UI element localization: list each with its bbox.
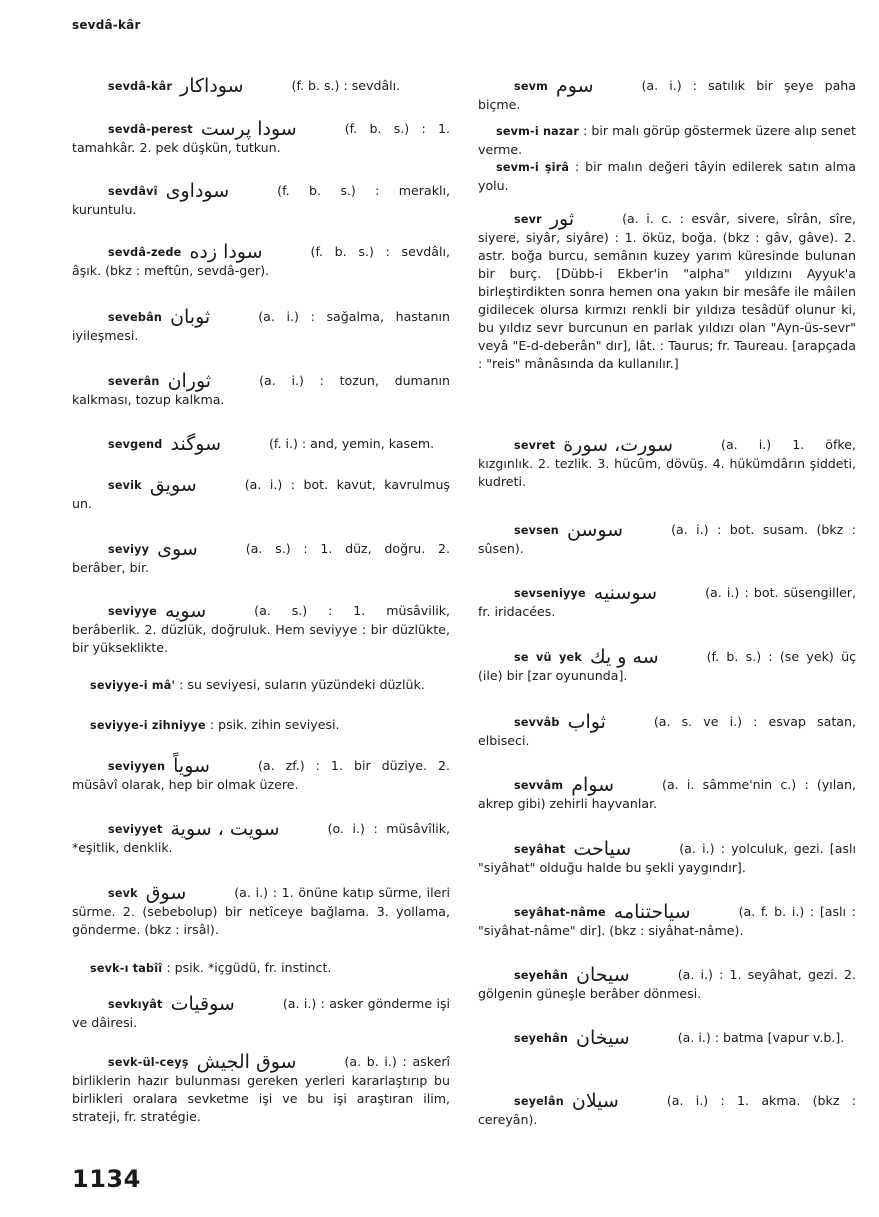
definition: (a. i. sâmme'nin c.) : (yılan, akrep gibi) zehirli hayvanlar. (478, 777, 856, 811)
headword: sevm (514, 80, 548, 93)
dictionary-entry (478, 903, 856, 940)
dictionary-entry (72, 120, 450, 157)
dictionary-entry (478, 1029, 856, 1048)
headword: sevvâb (514, 716, 560, 729)
arabic-script: سوسن (566, 519, 624, 541)
headword: sevk-ı tabîî (90, 962, 163, 975)
dictionary-subentry (72, 676, 450, 695)
dictionary-entry (72, 602, 450, 657)
arabic-script: سوسنيه (593, 582, 658, 604)
headword: sevr (514, 213, 542, 226)
arabic-script: ثوران (167, 370, 212, 392)
definition: : bir malı görüp göstermek üzere alıp senet verme. (478, 123, 856, 157)
arabic-script: سوق (145, 882, 187, 904)
definition: (a. i.) 1. öfke, kızgınlık. 2. tezlik. 3. hücûm, dövüş. 4. hükümdârın şiddeti, kudreti. (478, 437, 856, 489)
headword: sevdâ-perest (108, 123, 193, 136)
dictionary-entry (478, 77, 856, 114)
headword: severân (108, 375, 160, 388)
dictionary-entry (72, 1053, 450, 1126)
definition: : psik. zihin seviyesi. (209, 717, 340, 732)
dictionary-entry (478, 713, 856, 750)
definition: (a. i.) : satılık bir şeye paha biçme. (478, 78, 856, 112)
headword: seyehân (514, 969, 569, 982)
definition: (a. s.) : 1. düz, doğru. 2. berâber, bir. (72, 541, 450, 575)
definition: (a. s. ve i.) : esvap satan, elbiseci. (478, 714, 856, 748)
dictionary-entry (72, 820, 450, 857)
dictionary-subentry (72, 716, 450, 735)
definition: (f. b. s.) : 1. tamahkâr. 2. pek düşkün, tutkun. (72, 121, 450, 155)
dictionary-entry (72, 884, 450, 939)
headword: seviyye-i mâ' (90, 679, 176, 692)
headword: sevm-i nazar (496, 125, 580, 138)
definition: : su seviyesi, suların yüzündeki düzlük. (179, 677, 425, 692)
dictionary-entry (72, 308, 450, 345)
dictionary-entry (478, 648, 856, 685)
arabic-script: سوياً (173, 755, 210, 777)
dictionary-subentry (72, 959, 450, 978)
arabic-script: سويق (149, 474, 197, 496)
definition: (a. i.) : asker gönderme işi ve dâiresi. (72, 996, 450, 1030)
dictionary-entry (478, 584, 856, 621)
headword: sevdâvî (108, 185, 158, 198)
dictionary-entry (72, 540, 450, 577)
arabic-script: سوق الجيش (196, 1051, 297, 1073)
definition: : bir malın değeri tâyin edilerek satın alma yolu. (478, 159, 856, 193)
arabic-script: سياحت (573, 838, 632, 860)
headword: sevk (108, 887, 138, 900)
definition: (a. i.) : bot. süsengiller, fr. iridacées. (478, 585, 856, 619)
dictionary-entry (478, 966, 856, 1003)
arabic-script: سيحان (576, 964, 630, 986)
headword: sevm-i şirâ (496, 161, 570, 174)
arabic-script: سورت، سورة (563, 434, 674, 456)
headword: seyelân (514, 1095, 564, 1108)
definition: (f. b. s.) : (se yek) üç (ile) bir [zar oyununda]. (478, 649, 856, 683)
dictionary-entry (72, 243, 450, 280)
dictionary-entry (72, 995, 450, 1032)
headword: sevsen (514, 524, 559, 537)
headword: seviyy (108, 543, 150, 556)
definition: (a. f. b. i.) : [aslı : "siyâhat-nâme" dir]. (bkz : siyâhat-nâme). (478, 904, 856, 938)
dictionary-entry (72, 435, 450, 454)
definition: (a. b. i.) : askerî birliklerin hazır bulunması gereken yerleri kararlaştırıp bu birlikleri oralara sevketme işi ve bu işi araştıran ilim, strateji, fr. stratégie. (72, 1054, 450, 1124)
headword: sevk-ül-ceyş (108, 1056, 189, 1069)
definition: (a. i.) : 1. akma. (bkz : cereyân). (478, 1093, 856, 1127)
dictionary-entry (478, 210, 856, 373)
arabic-script: ثوبان (170, 306, 211, 328)
dictionary-entry (478, 776, 856, 813)
headword: seyâhat (514, 843, 566, 856)
definition: (a. s.) : 1. müsâvilik, berâberlik. 2. düzlük, doğruluk. Hem seviyye : bir düzlükte, bir yükseklikte. (72, 603, 450, 655)
definition: (a. i.) : tozun, dumanın kalkması, tozup kalkma. (72, 373, 450, 407)
dictionary-entry (72, 182, 450, 219)
headword: seviyyet (108, 823, 163, 836)
headword: seyâhat-nâme (514, 906, 606, 919)
headword: sevebân (108, 311, 163, 324)
definition: (o. i.) : müsâvîlik, *eşitlik, denklik. (72, 821, 450, 855)
headword: seviyye (108, 605, 157, 618)
headword: sevvâm (514, 779, 564, 792)
definition: (a. i.) : yolculuk, gezi. [aslı "siyâhat" olduğu halde bu şekli yaygındır]. (478, 841, 856, 875)
definition: (a. i.) : sağalma, hastanın iyileşmesi. (72, 309, 450, 343)
arabic-script: سوقيات (170, 993, 235, 1015)
arabic-script: سيخان (576, 1027, 630, 1049)
definition: (a. i. c. : esvâr, sivere, sîrân, sîre, siyere, siyâr, siyâre) : 1. öküz, boğa. (bkz : gâv, gâve). 2. astr. boğa burcu, semânın kuzey yarım küresinde bulunan bir burç. [Dübb-i Ekber'in "alpha" yıldızını Ayyuk'a birleştirdikten sonra hemen ona yakın bir mesâfe ile mâilen gidilecek olursa kırmızı renkli bir yıldıza tesâdüf olunur ki, bu yıldız sevr burcunun en parlak yıldızı olan "Ayn-üs-sevr" veyâ "E-d-deberân" dır], lât. : Taurus; fr. Taureau. [arapçada : "reis" mânâsında da kullanılır.] (478, 211, 856, 371)
arabic-script: ثواب (567, 711, 606, 733)
arabic-script: سه و يك (589, 646, 659, 668)
arabic-script: سوام (571, 774, 615, 796)
arabic-script: سيلان (571, 1090, 619, 1112)
definition: (f. b. s.) : sevdâlı. (291, 78, 401, 93)
definition: (a. i.) : 1. seyâhat, gezi. 2. gölgenin güneşle berâber dönmesi. (478, 967, 856, 1001)
dictionary-entry (72, 476, 450, 513)
page-number: 1134 (72, 1165, 141, 1193)
definition: (a. i.) : 1. önüne katıp sürme, ileri sürme. 2. (sebebolup) bir netîceye bağlama. 3. yollama, gönderme. (bkz : irsâl). (72, 885, 450, 937)
running-head: sevdâ-kâr (72, 18, 141, 32)
definition: (f. i.) : and, yemin, kasem. (269, 436, 435, 451)
arabic-script: سودا زده (189, 241, 263, 263)
dictionary-entry (478, 436, 856, 491)
headword: sevseniyye (514, 587, 586, 600)
definition: : psik. *içgüdü, fr. instinct. (166, 960, 332, 975)
arabic-script: سويه (164, 600, 207, 622)
headword: sevik (108, 479, 142, 492)
headword: seviyyen (108, 760, 166, 773)
dictionary-subentry (478, 122, 856, 159)
headword: sevgend (108, 438, 163, 451)
arabic-script: سويت ، سوية (170, 818, 280, 840)
arabic-script: سياحتنامه (613, 901, 691, 923)
headword: sevdâ-kâr (108, 80, 173, 93)
dictionary-entry (478, 1092, 856, 1129)
dictionary-entry (72, 372, 450, 409)
headword: seyehân (514, 1032, 569, 1045)
arabic-script: سوداوى (165, 180, 230, 202)
headword: sevdâ-zede (108, 246, 182, 259)
definition: (a. i.) : batma [vapur v.b.]. (677, 1030, 845, 1045)
arabic-script: سودا پرست (200, 118, 297, 140)
arabic-script: ثور (549, 208, 575, 230)
headword: se vü yek (514, 651, 582, 664)
definition: (f. b. s.) : sevdâlı, âşık. (bkz : meftûn, sevdâ-ger). (72, 244, 450, 278)
definition: (a. zf.) : 1. bir düziye. 2. müsâvî olarak, hep bir olmak üzere. (72, 758, 450, 792)
arabic-script: سوم (556, 75, 594, 97)
dictionary-entry (72, 77, 450, 96)
definition: (f. b. s.) : meraklı, kuruntulu. (72, 183, 450, 217)
dictionary-subentry (478, 158, 856, 195)
arabic-script: سوى (157, 538, 198, 560)
definition: (a. i.) : bot. susam. (bkz : sûsen). (478, 522, 856, 556)
definition: (a. i.) : bot. kavut, kavrulmuş un. (72, 477, 450, 511)
headword: sevret (514, 439, 556, 452)
dictionary-entry (478, 840, 856, 877)
dictionary-entry (478, 521, 856, 558)
arabic-script: سوگند (170, 433, 222, 455)
headword: seviyye-i zihniyye (90, 719, 206, 732)
arabic-script: سوداكار (180, 75, 244, 97)
dictionary-entry (72, 757, 450, 794)
headword: sevkıyât (108, 998, 163, 1011)
